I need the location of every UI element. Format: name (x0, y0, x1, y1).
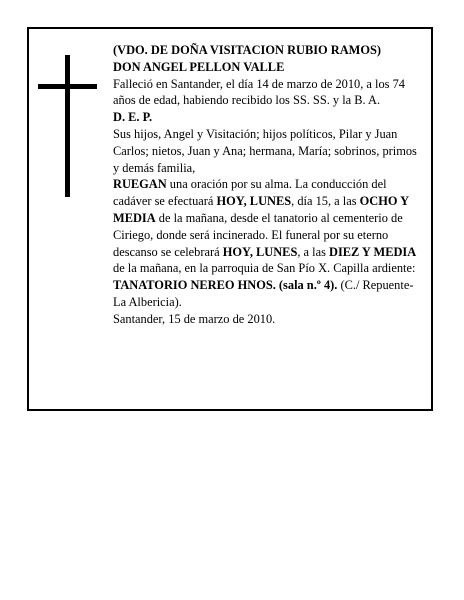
day-text-2: HOY, LUNES (222, 244, 298, 259)
ruegan-text: RUEGAN (113, 177, 167, 192)
funeral-text-5: de la mañana, en la parroquia de San Pío X. Capilla ardiente: (113, 261, 416, 276)
time-funeral: DIEZ Y MEDIA (329, 244, 417, 259)
widow-line: (VDO. DE DOÑA VISITACION RUBIO RAMOS) (113, 43, 382, 57)
funeral-text-1: una oración por su alma. La conducción del cadáver se efectuará (113, 177, 387, 209)
chapel-location: TANATORIO NEREO HNOS. (sala n.º 4). (113, 278, 338, 293)
obituary-text (113, 42, 423, 328)
funeral-text-3: de la mañana, desde el tanatorio al cementerio de Ciriego, donde será incinerado. El funeral por su eterno descanso se celebrará (113, 210, 403, 259)
funeral-text-4: , a las (297, 244, 329, 259)
funeral-text-2: , día 15, a las (291, 194, 360, 209)
time-conduction: OCHO Y MEDIA (113, 194, 409, 225)
cross-icon-bar (38, 84, 97, 89)
place-date: Santander, 15 de marzo de 2010. (113, 311, 276, 326)
rip-line: D. E. P. (113, 110, 153, 125)
cross-icon (65, 55, 70, 197)
death-statement: Falleció en Santander, el día 14 de marzo de 2010, a los 74 años de edad, habiendo recibido los SS. SS. y la B. A. (113, 76, 405, 108)
family-line: Sus hijos, Angel y Visitación; hijos políticos, Pilar y Juan Carlos; nietos, Juan y Ana; hermana, María; sobrinos, primos y demás familia, (113, 126, 417, 175)
deceased-name: DON ANGEL PELLON VALLE (113, 59, 285, 74)
funeral-text-6: (C./ Repuente-La Albericia). (113, 278, 414, 309)
funeral-details (113, 176, 423, 310)
day-text: HOY, LUNES (216, 194, 292, 209)
